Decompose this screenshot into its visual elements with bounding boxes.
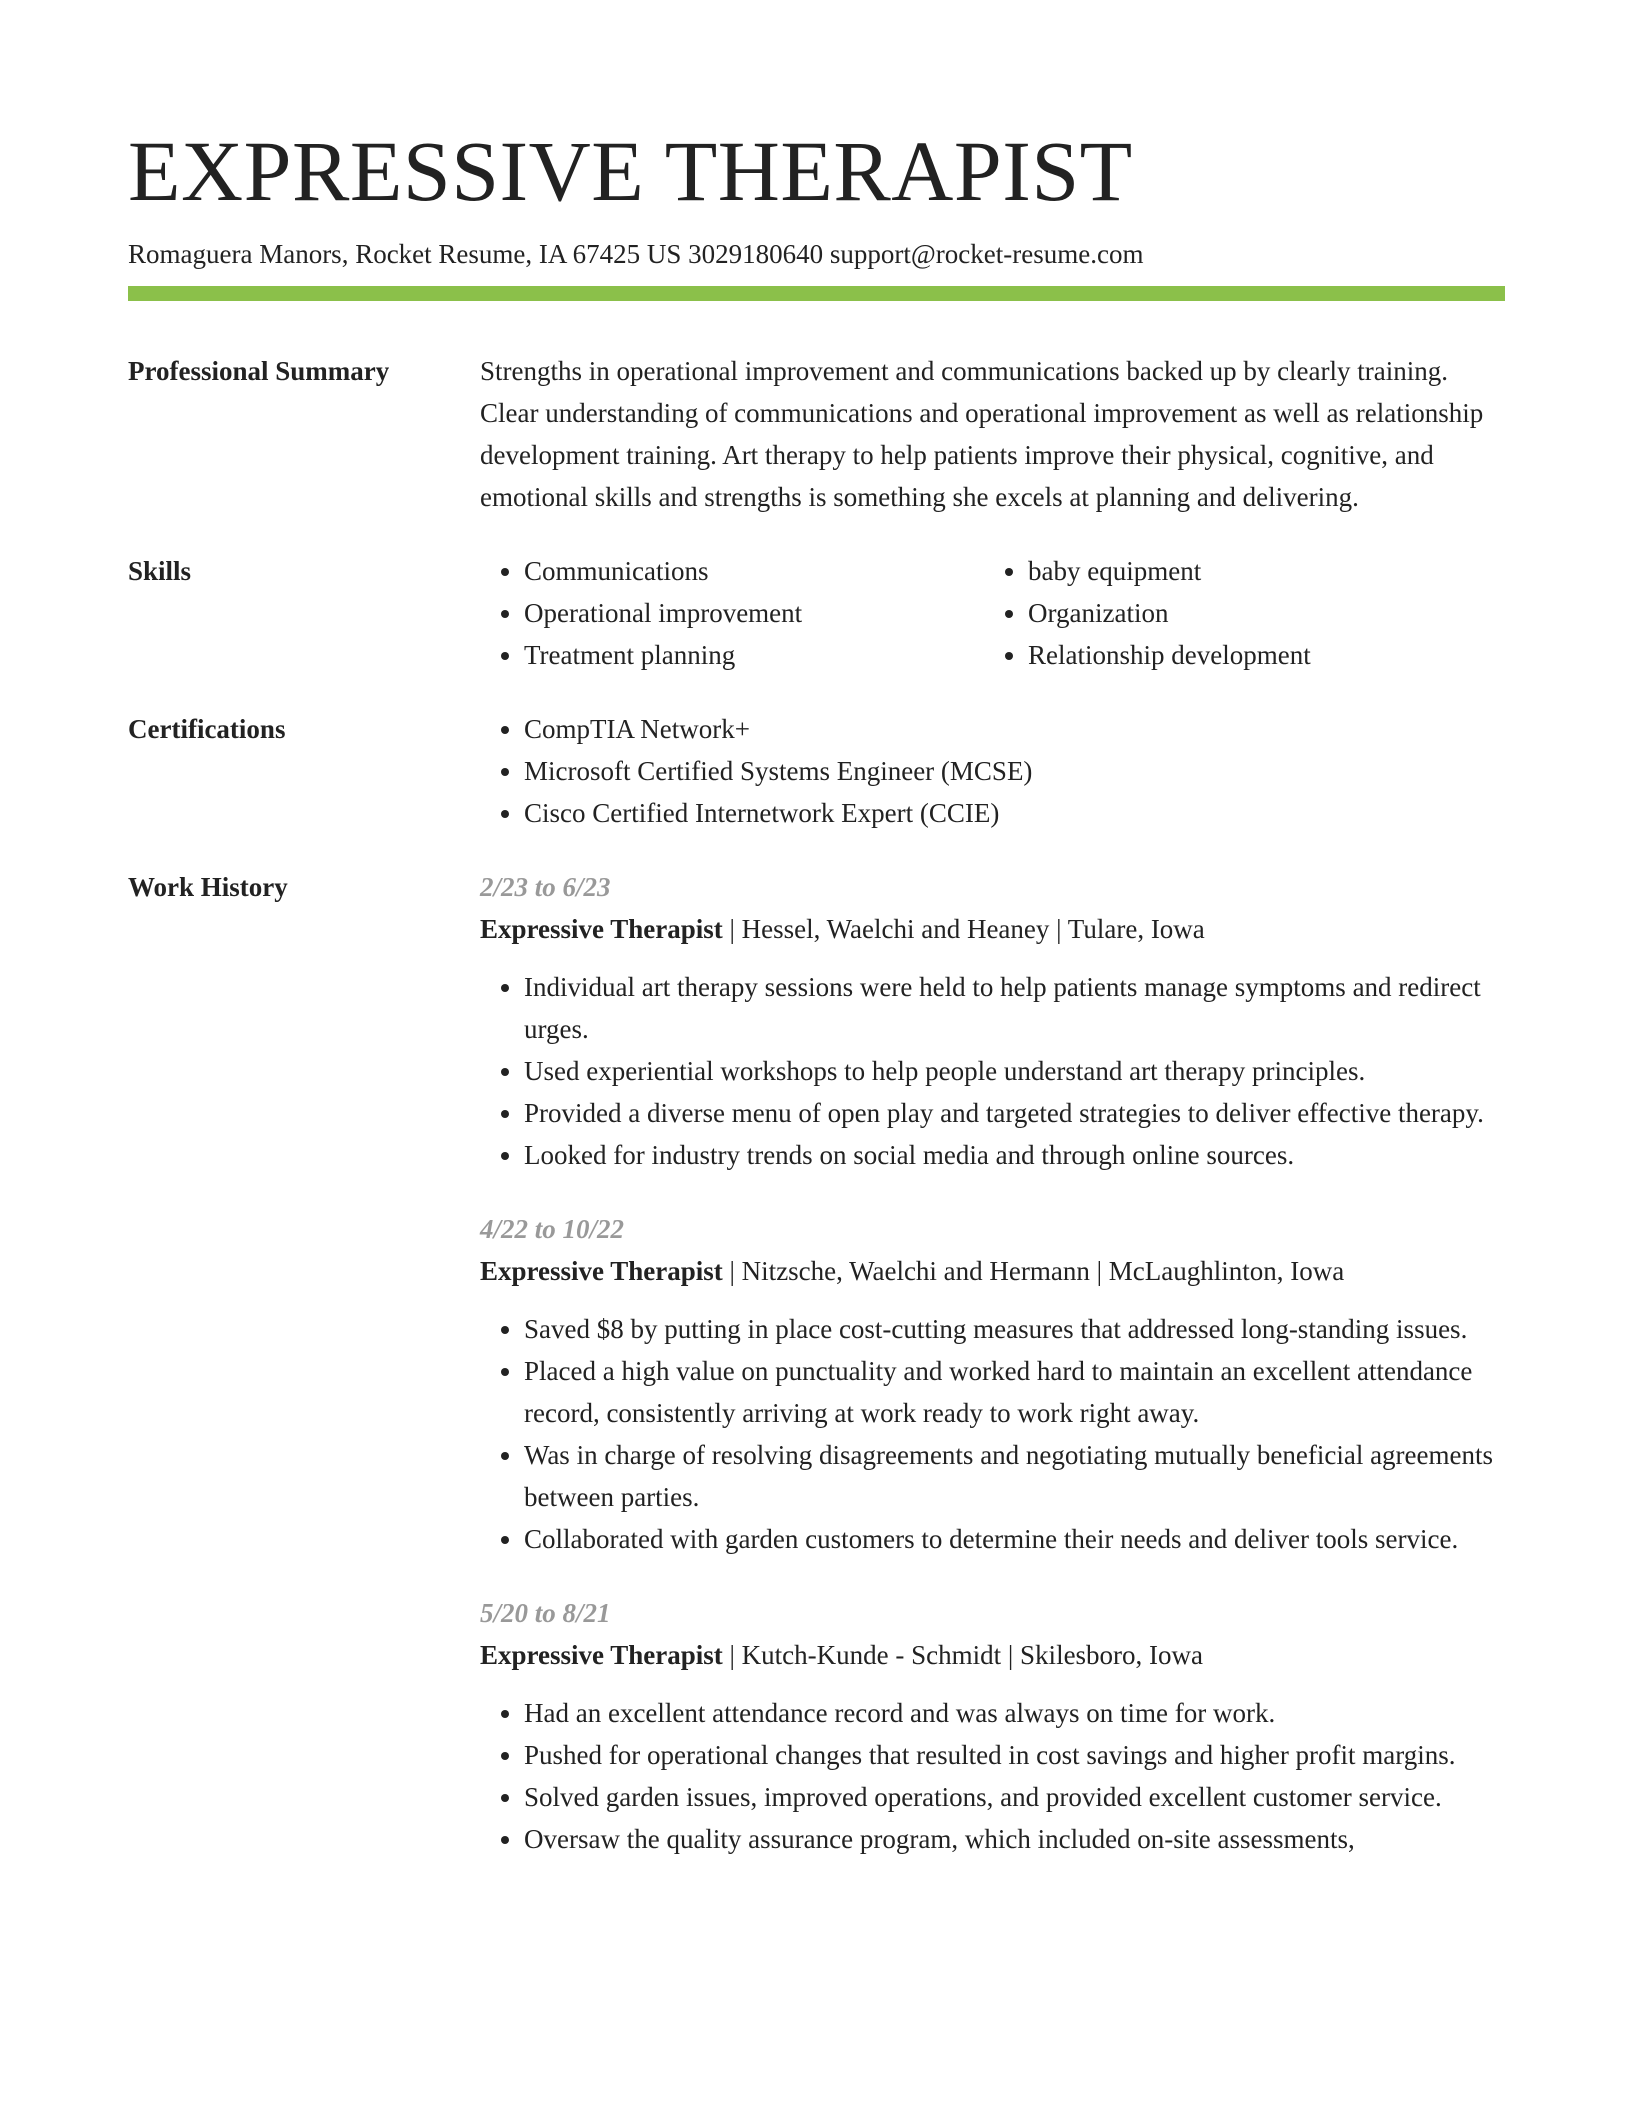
job-bullets	[480, 966, 1505, 1176]
work-history-body	[480, 866, 1505, 1892]
job-bullet: • Was in charge of resolving disagreements and negotiating mutually beneficial agreements between parties.	[524, 1434, 1505, 1518]
resume-header	[128, 112, 1505, 274]
summary-text: Strengths in operational improvement and communications backed up by clearly training. Clear understanding of communications and operational improvement as well as relationship development training. Art therapy to help patients improve their physical, cognitive, and emotional skills and strengths is something she excels at planning and delivering.	[480, 356, 1484, 512]
certification-item: • CompTIA Network+	[524, 708, 1505, 750]
accent-divider	[128, 286, 1505, 301]
job-dates: 4/22 to 10/22	[480, 1214, 625, 1244]
job-bullet: • Provided a diverse menu of open play and targeted strategies to deliver effective therapy.	[524, 1092, 1505, 1134]
job-bullet: • Pushed for operational changes that resulted in cost savings and higher profit margins.	[524, 1734, 1505, 1776]
job-bullet: • Oversaw the quality assurance program, which included on-site assessments,	[524, 1818, 1505, 1860]
skill-item: • Communications	[524, 550, 984, 592]
job-title-line	[480, 1250, 1505, 1292]
job-title: Expressive Therapist	[480, 914, 723, 944]
skills-list-left	[480, 550, 984, 676]
candidate-name: EXPRESSIVE THERAPIST	[128, 123, 1133, 219]
certifications-section	[128, 708, 1505, 834]
job-entry	[480, 1208, 1505, 1560]
summary-body	[480, 350, 1505, 518]
summary-heading: Professional Summary	[128, 356, 390, 386]
skills-body	[480, 550, 1505, 676]
job-title-line	[480, 908, 1505, 950]
job-bullet: • Looked for industry trends on social media and through online sources.	[524, 1134, 1505, 1176]
job-bullet: • Used experiential workshops to help people understand art therapy principles.	[524, 1050, 1505, 1092]
skills-list-right	[984, 550, 1505, 676]
certification-item: • Cisco Certified Internetwork Expert (CCIE)	[524, 792, 1505, 834]
job-bullets	[480, 1692, 1505, 1860]
resume-content	[128, 350, 1505, 1924]
job-bullet: • Placed a high value on punctuality and worked hard to maintain an excellent attendance record, consistently arriving at work ready to work right away.	[524, 1350, 1505, 1434]
skills-heading: Skills	[128, 556, 192, 586]
skills-section	[128, 550, 1505, 676]
summary-section	[128, 350, 1505, 518]
job-title: Expressive Therapist	[480, 1256, 723, 1286]
skill-item: • Organization	[1028, 592, 1505, 634]
job-bullet: • Solved garden issues, improved operations, and provided excellent customer service.	[524, 1776, 1505, 1818]
certification-item: • Microsoft Certified Systems Engineer (MCSE)	[524, 750, 1505, 792]
skill-item: • Relationship development	[1028, 634, 1505, 676]
job-dates: 5/20 to 8/21	[480, 1598, 611, 1628]
skill-item: • Treatment planning	[524, 634, 984, 676]
work-history-section	[128, 866, 1505, 1892]
skill-item: • baby equipment	[1028, 550, 1505, 592]
certifications-heading: Certifications	[128, 714, 286, 744]
job-entry	[480, 866, 1505, 1176]
job-bullet: • Collaborated with garden customers to determine their needs and deliver tools service.	[524, 1518, 1505, 1560]
certifications-body	[480, 708, 1505, 834]
job-employer-location: | Kutch-Kunde - Schmidt | Skilesboro, Iowa	[722, 1640, 1204, 1670]
job-bullet: • Had an excellent attendance record and was always on time for work.	[524, 1692, 1505, 1734]
job-bullets	[480, 1308, 1505, 1560]
job-dates: 2/23 to 6/23	[480, 872, 611, 902]
job-title: Expressive Therapist	[480, 1640, 723, 1670]
job-entry	[480, 1592, 1505, 1860]
certifications-list	[480, 708, 1505, 834]
job-title-line	[480, 1634, 1505, 1676]
job-employer-location: | Hessel, Waelchi and Heaney | Tulare, Iowa	[722, 914, 1205, 944]
work-history-heading: Work History	[128, 872, 288, 902]
job-employer-location: | Nitzsche, Waelchi and Hermann | McLaughlinton, Iowa	[722, 1256, 1345, 1286]
job-bullet: • Individual art therapy sessions were held to help patients manage symptoms and redirect urges.	[524, 966, 1505, 1050]
job-bullet: • Saved $8 by putting in place cost-cutting measures that addressed long-standing issues.	[524, 1308, 1505, 1350]
contact-line: Romaguera Manors, Rocket Resume, IA 67425 US 3029180640 support@rocket-resume.com	[128, 239, 1144, 269]
skill-item: • Operational improvement	[524, 592, 984, 634]
